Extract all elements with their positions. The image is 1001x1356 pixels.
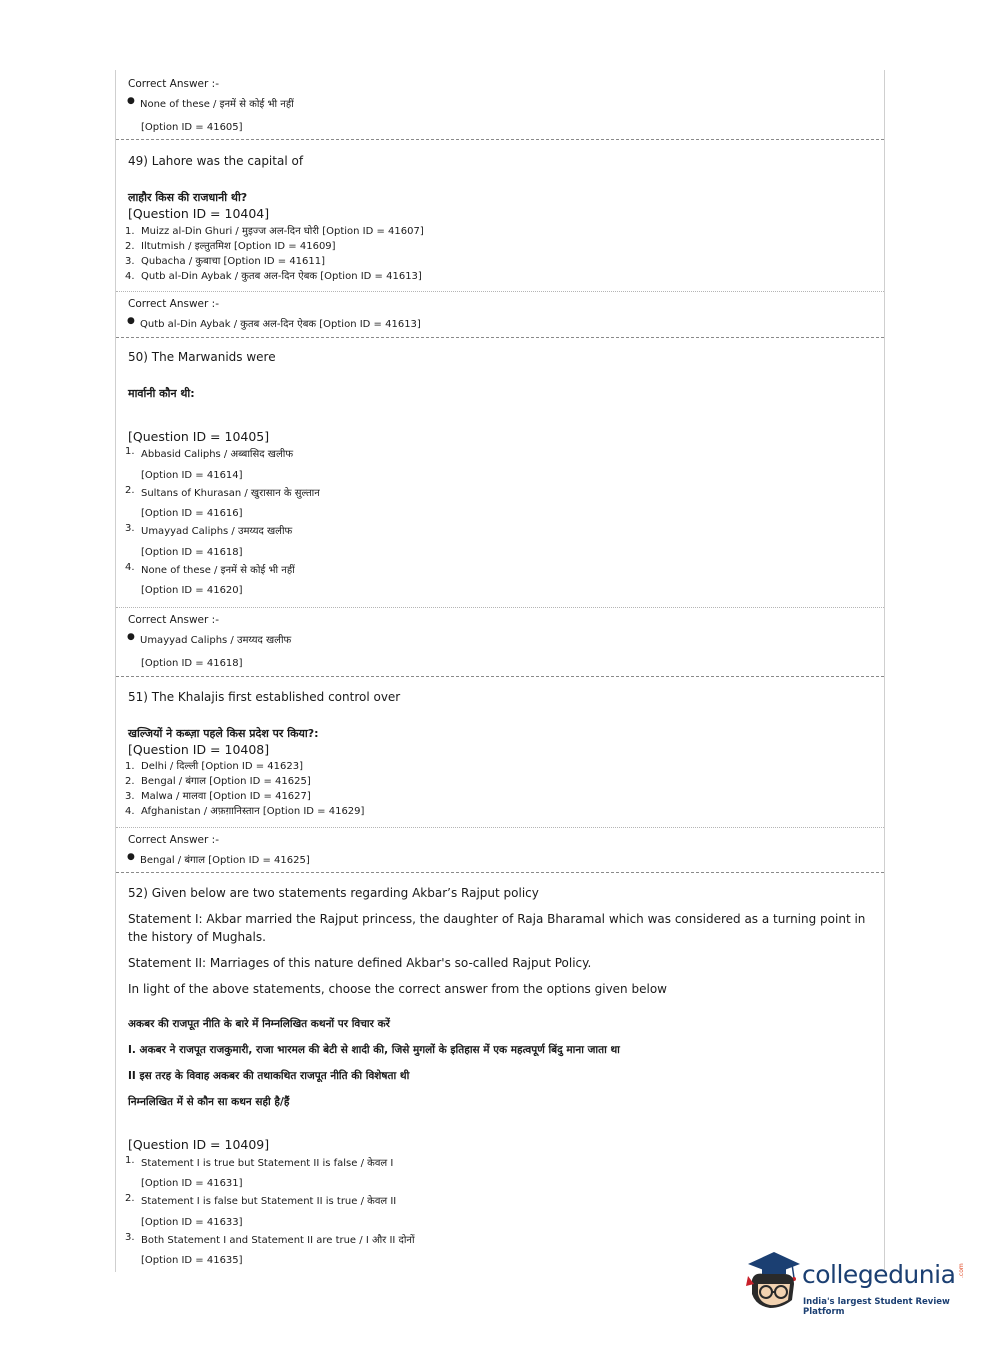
logo-tagline: India's largest Student Review Platform bbox=[803, 1297, 950, 1317]
option-id: [Option ID = 41605] bbox=[141, 122, 243, 133]
option-id: [Option ID = 41618] bbox=[141, 658, 243, 669]
hindi-statement-1: I. अकबर ने राजपूत राजकुमारी, राजा भारमल की बेटी से शादी की, जिसे मुगलों के इतिहास में एक महत्वपूर्ण बिंदु माना जाता था bbox=[128, 1044, 620, 1056]
option-1: 1. Delhi / दिल्ली [Option ID = 41623] bbox=[125, 761, 303, 772]
option-2: 2. Statement I is false but Statement II is true / केवल II bbox=[125, 1193, 397, 1207]
correct-answer-label: Correct Answer :- bbox=[128, 834, 219, 846]
question-52 bbox=[116, 882, 884, 1272]
option-3: 3. Both Statement I and Statement II are true / I और II दोनों bbox=[125, 1232, 415, 1246]
correct-answer-label: Correct Answer :- bbox=[128, 78, 219, 90]
q51-answer-block bbox=[116, 827, 884, 873]
option-2: 2. Bengal / बंगाल [Option ID = 41625] bbox=[125, 776, 311, 787]
question-title: 52) Given below are two statements regarding Akbar’s Rajput policy bbox=[128, 886, 539, 900]
question-49 bbox=[116, 150, 884, 290]
option-1: 1. Muizz al-Din Ghuri / मुइज्ज अल-दिन घोरी [Option ID = 41607] bbox=[125, 226, 424, 237]
question-id: [Question ID = 10408] bbox=[128, 742, 270, 757]
question-id: [Question ID = 10404] bbox=[128, 206, 270, 221]
statement-1: Statement I: Akbar married the Rajput princess, the daughter of Raja Bharamal which was considered as a turning point in the history of Mughals. bbox=[128, 912, 866, 944]
correct-answer-label: Correct Answer :- bbox=[128, 298, 219, 310]
option-3-id: [Option ID = 41618] bbox=[141, 547, 243, 558]
correct-answer-text: Bengal / बंगाल [Option ID = 41625] bbox=[140, 855, 310, 866]
options-list bbox=[125, 759, 365, 819]
question-id: [Question ID = 10409] bbox=[128, 1137, 270, 1152]
option-4-id: [Option ID = 41620] bbox=[141, 585, 243, 596]
collegedunia-logo bbox=[742, 1250, 972, 1320]
q48-answer-block bbox=[116, 76, 884, 140]
mascot-icon bbox=[742, 1250, 804, 1312]
option-1-id: [Option ID = 41614] bbox=[141, 470, 243, 481]
option-3: 3. Qubacha / कुबाचा [Option ID = 41611] bbox=[125, 256, 326, 267]
question-50 bbox=[116, 346, 884, 606]
option-2-id: [Option ID = 41633] bbox=[141, 1217, 243, 1228]
option-3-id: [Option ID = 41635] bbox=[141, 1255, 243, 1266]
correct-answer-text: Qutb al-Din Aybak / कुतब अल-दिन ऐबक [Option ID = 41613] bbox=[140, 319, 421, 330]
statement-2: Statement II: Marriages of this nature defined Akbar's so-called Rajput Policy. bbox=[128, 956, 592, 970]
correct-answer-row bbox=[128, 96, 870, 110]
correct-answer-label: Correct Answer :- bbox=[128, 614, 219, 626]
question-id: [Question ID = 10405] bbox=[128, 429, 270, 444]
bullet-icon: ● bbox=[127, 852, 135, 862]
option-4: 4. Qutb al-Din Aybak / कुतब अल-दिन ऐबक [Option ID = 41613] bbox=[125, 271, 422, 282]
hindi-question: निम्नलिखित में से कौन सा कथन सही है/हैं bbox=[128, 1096, 290, 1108]
correct-answer-row bbox=[128, 852, 870, 866]
question-hindi: लाहौर किस की राजधानी थी? bbox=[128, 191, 248, 204]
q49-answer-block bbox=[116, 291, 884, 338]
q50-answer-block bbox=[116, 607, 884, 677]
logo-name: collegedunia bbox=[802, 1260, 956, 1289]
hindi-intro: अकबर की राजपूत नीति के बारे में निम्नलिखित कथनों पर विचार करें bbox=[128, 1018, 390, 1030]
option-4: 4. Afghanistan / अफ़ग़ानिस्तान [Option ID = 41629] bbox=[125, 806, 365, 817]
correct-answer-text: None of these / इनमें से कोई भी नहीं bbox=[140, 99, 294, 110]
bullet-icon: ● bbox=[127, 316, 135, 326]
correct-answer-text: Umayyad Caliphs / उमय्यद खलीफ bbox=[140, 635, 292, 646]
option-3: 3. Malwa / मालवा [Option ID = 41627] bbox=[125, 791, 311, 802]
question-hindi: मार्वानी कौन थी: bbox=[128, 387, 195, 400]
option-1: 1. Abbasid Caliphs / अब्बासिद खलीफ bbox=[125, 446, 294, 460]
question-hindi: खल्जियों ने कब्ज़ा पहले किस प्रदेश पर किया?: bbox=[128, 727, 319, 740]
question-title: 51) The Khalajis first established control over bbox=[128, 690, 401, 704]
question-title: 50) The Marwanids were bbox=[128, 350, 276, 364]
instruction: In light of the above statements, choose the correct answer from the options given below bbox=[128, 982, 667, 996]
options-list bbox=[125, 224, 424, 284]
correct-answer-row bbox=[128, 316, 870, 330]
hindi-statement-2: II इस तरह के विवाह अकबर की तथाकथित राजपूत नीति की विशेषता थी bbox=[128, 1070, 410, 1082]
correct-answer-row bbox=[128, 632, 870, 646]
question-title: 49) Lahore was the capital of bbox=[128, 154, 304, 168]
option-2: 2. Iltutmish / इल्तुतमिश [Option ID = 41609] bbox=[125, 241, 336, 252]
bullet-icon: ● bbox=[127, 632, 135, 642]
bullet-icon: ● bbox=[127, 96, 135, 106]
option-2-id: [Option ID = 41616] bbox=[141, 508, 243, 519]
option-1: 1. Statement I is true but Statement II is false / केवल I bbox=[125, 1155, 394, 1169]
question-51 bbox=[116, 686, 884, 826]
option-4: 4. None of these / इनमें से कोई भी नहीं bbox=[125, 562, 295, 576]
option-2: 2. Sultans of Khurasan / खुरासान के सुल्तान bbox=[125, 485, 320, 499]
option-1-id: [Option ID = 41631] bbox=[141, 1178, 243, 1189]
right-border bbox=[884, 70, 885, 1272]
logo-com: .com bbox=[958, 1263, 965, 1278]
option-3: 3. Umayyad Caliphs / उमय्यद खलीफ bbox=[125, 523, 293, 537]
